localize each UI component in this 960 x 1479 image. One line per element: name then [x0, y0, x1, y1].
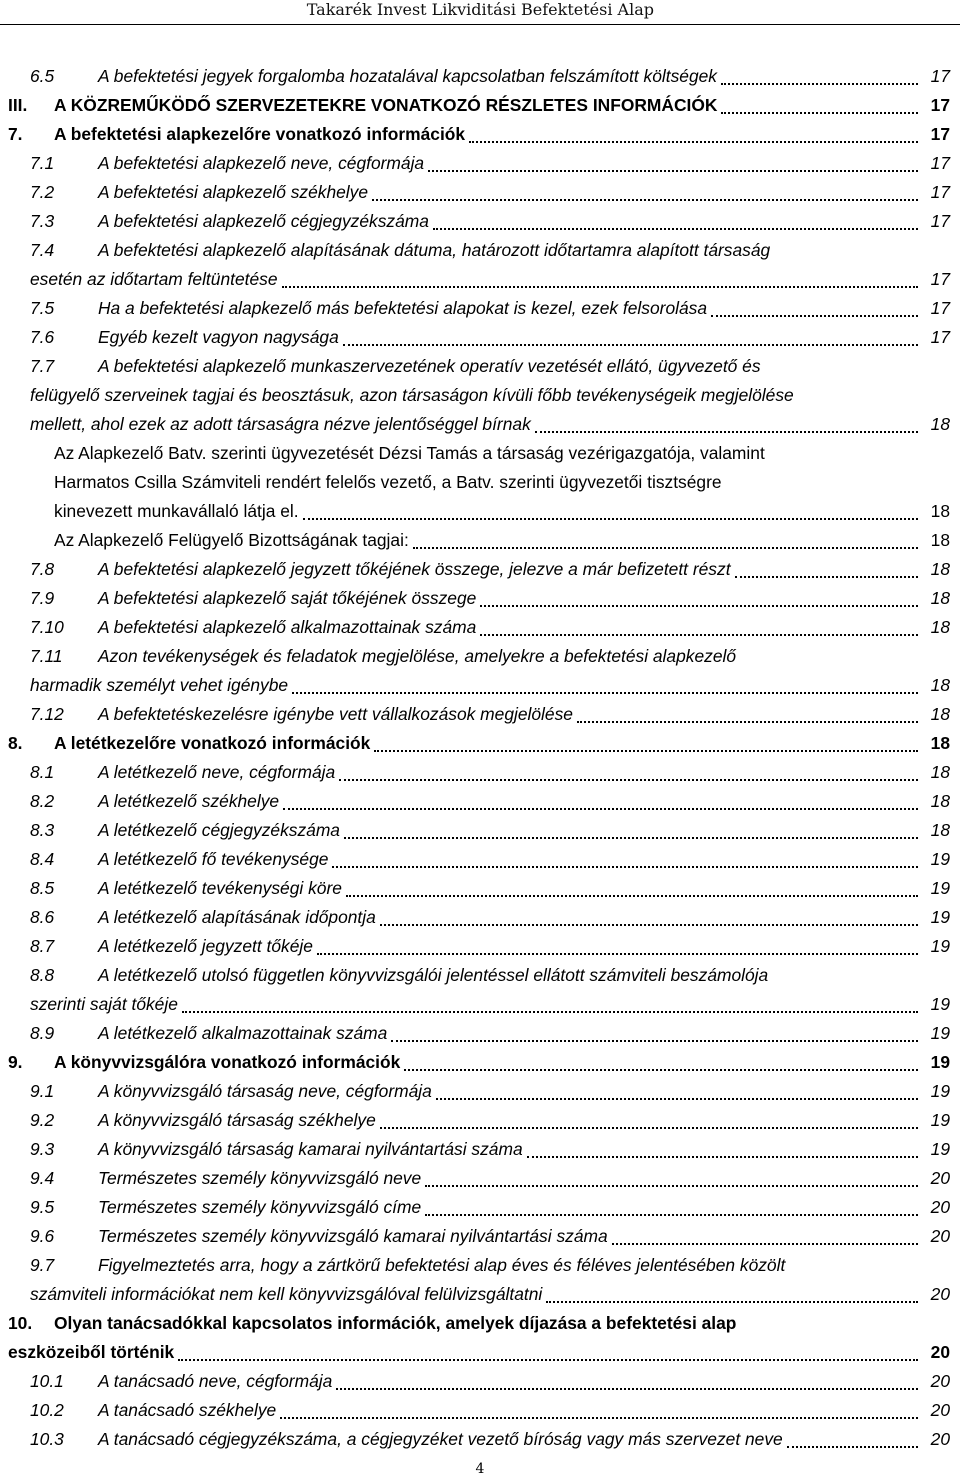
- toc-entry-title: A befektetési alapkezelő jegyzett tőkéjének összege, jelezve a már befizetett részt: [98, 559, 731, 579]
- toc-dot-leader: [182, 1011, 918, 1013]
- toc-entry-number: 7.10: [30, 617, 64, 637]
- toc-dot-leader: [317, 953, 918, 955]
- toc-dot-leader: [577, 721, 918, 723]
- toc-entry[interactable]: [0, 1425, 952, 1454]
- toc-entry-number: 7.: [8, 124, 23, 144]
- page-number: 4: [475, 1461, 485, 1477]
- toc-entry[interactable]: [0, 439, 952, 526]
- toc-page-number: 20: [930, 1400, 950, 1420]
- toc-entry-title: A befektetéskezelésre igénybe vett vállalkozások megjelölése: [98, 704, 573, 724]
- toc-entry-title: A befektetési alapkezelő saját tőkéjének összege: [98, 588, 477, 608]
- toc-entry[interactable]: [0, 1106, 952, 1135]
- toc-entry-number: 8.7: [30, 936, 55, 956]
- toc-page-number: 19: [930, 1081, 950, 1101]
- toc-entry-title: A letétkezelő alkalmazottainak száma: [98, 1023, 388, 1043]
- toc-page-number: 19: [930, 849, 950, 869]
- toc-entry-title: szerinti saját tőkéje: [30, 994, 178, 1014]
- toc-entry-title: A tanácsadó neve, cégformája: [98, 1371, 333, 1391]
- toc-entry-title: A letétkezelő fő tevékenysége: [98, 849, 329, 869]
- toc-entry[interactable]: [0, 1193, 952, 1222]
- toc-dot-leader: [527, 1156, 918, 1158]
- toc-dot-leader: [535, 431, 918, 433]
- toc-entry-number: 7.5: [30, 298, 55, 318]
- toc-dot-leader: [374, 750, 918, 752]
- toc-page-number: 20: [930, 1342, 950, 1362]
- toc-entry-title: A befektetési alapkezelő alkalmazottainak száma: [98, 617, 477, 637]
- toc-entry-title: A letétkezelő utolsó független könyvvizsgálói jelentéssel ellátott számviteli beszámolója: [98, 965, 769, 985]
- toc-dot-leader: [391, 1040, 918, 1042]
- toc-entry-title: A letétkezelő neve, cégformája: [98, 762, 336, 782]
- toc-entry[interactable]: [0, 294, 952, 323]
- toc-entry[interactable]: [0, 1367, 952, 1396]
- toc-entry-number: 8.2: [30, 791, 55, 811]
- toc-dot-leader: [283, 808, 918, 810]
- toc-dot-leader: [428, 170, 918, 172]
- toc-entry-number: III.: [8, 95, 28, 115]
- toc-entry[interactable]: [0, 555, 952, 584]
- toc-page-number: 18: [930, 414, 950, 434]
- toc-entry-title: A befektetési alapkezelőre vonatkozó információk: [54, 124, 466, 144]
- toc-page-number: 17: [930, 211, 950, 231]
- toc-entry[interactable]: [0, 178, 952, 207]
- toc-entry-number: 10.3: [30, 1429, 64, 1449]
- toc-entry-number: 9.5: [30, 1197, 55, 1217]
- toc-entry-title: A KÖZREMŰKÖDŐ SZERVEZETEKRE VONATKOZÓ RÉSZLETES INFORMÁCIÓK: [54, 95, 718, 115]
- toc-page-number: 17: [930, 182, 950, 202]
- toc-entry-number: 9.2: [30, 1110, 55, 1130]
- toc-entry-title: Azon tevékenységek és feladatok megjelölése, amelyekre a befektetési alapkezelő: [98, 646, 737, 666]
- toc-page-number: 19: [930, 1052, 950, 1072]
- toc-page-number: 20: [930, 1284, 950, 1304]
- toc-entry-number: 7.12: [30, 704, 64, 724]
- toc-entry[interactable]: [0, 1077, 952, 1106]
- toc-entry-title: mellett, ahol ezek az adott társaságra nézve jelentőséggel bírnak: [30, 414, 531, 434]
- toc-entry[interactable]: [0, 1164, 952, 1193]
- toc-dot-leader: [721, 112, 918, 114]
- toc-page-number: 18: [930, 588, 950, 608]
- toc-entry-number: 7.2: [30, 182, 55, 202]
- toc-page-number: 18: [930, 820, 950, 840]
- toc-entry-number: 8.9: [30, 1023, 55, 1043]
- toc-entry[interactable]: [0, 1251, 952, 1309]
- toc-entry-title: A könyvvizsgáló társaság kamarai nyilvántartási száma: [98, 1139, 523, 1159]
- toc-entry[interactable]: [0, 207, 952, 236]
- toc-page-number: 18: [930, 617, 950, 637]
- toc-page-number: 19: [930, 1110, 950, 1130]
- toc-entry-number: 7.4: [30, 240, 55, 260]
- toc-entry-number: 8.8: [30, 965, 55, 985]
- toc-page-number: 17: [930, 95, 950, 115]
- toc-page-number: 17: [930, 327, 950, 347]
- toc-entry[interactable]: [0, 1135, 952, 1164]
- toc-entry-title: A befektetési alapkezelő cégjegyzékszáma: [98, 211, 429, 231]
- toc-page-number: 18: [930, 675, 950, 695]
- toc-entry-number: 7.7: [30, 356, 55, 376]
- toc-entry-title: A tanácsadó cégjegyzékszáma, a cégjegyzéket vezető bíróság vagy más szervezet neve: [98, 1429, 783, 1449]
- toc-entry[interactable]: [0, 91, 952, 120]
- toc-dot-leader: [372, 199, 918, 201]
- toc-entry-number: 8.3: [30, 820, 55, 840]
- toc-entry-title: A könyvvizsgáló társaság székhelye: [98, 1110, 376, 1130]
- toc-entry-title: Az Alapkezelő Batv. szerinti ügyvezetését Dézsi Tamás a társaság vezérigazgatója, valamint: [54, 443, 765, 463]
- toc-entry-title: A befektetési alapkezelő alapításának dátuma, határozott időtartamra alapított társaság: [98, 240, 771, 260]
- toc-entry-number: 9.7: [30, 1255, 55, 1275]
- header-rule: [0, 24, 960, 25]
- toc-page-number: 19: [930, 907, 950, 927]
- toc-page-number: 18: [930, 704, 950, 724]
- toc-entry[interactable]: [0, 932, 952, 961]
- toc-page-number: 19: [930, 1023, 950, 1043]
- toc-entry[interactable]: [0, 1019, 952, 1048]
- toc-dot-leader: [346, 895, 918, 897]
- toc-entry-title: számviteli információkat nem kell könyvvizsgálóval felülvizsgáltatni: [30, 1284, 543, 1304]
- toc-entry[interactable]: [0, 1222, 952, 1251]
- toc-page-number: 19: [930, 1139, 950, 1159]
- toc-entry-number: 8.6: [30, 907, 55, 927]
- toc-entry[interactable]: [0, 816, 952, 845]
- toc-dot-leader: [469, 141, 918, 143]
- toc-entry[interactable]: [0, 1396, 952, 1425]
- toc-page-number: 19: [930, 936, 950, 956]
- toc-dot-leader: [546, 1301, 918, 1303]
- toc-entry-title: Az Alapkezelő Felügyelő Bizottságának tagjai:: [54, 530, 409, 550]
- toc-entry-number: 7.1: [30, 153, 55, 173]
- toc-entry[interactable]: [0, 961, 952, 1019]
- toc-entry[interactable]: [0, 613, 952, 642]
- toc-page-number: 20: [930, 1429, 950, 1449]
- toc-entry-number: 10.2: [30, 1400, 64, 1420]
- toc-page-number: 18: [930, 501, 950, 521]
- toc-dot-leader: [292, 692, 918, 694]
- toc-entry-title: Természetes személy könyvvizsgáló kamarai nyilvántartási száma: [98, 1226, 608, 1246]
- toc-dot-leader: [280, 1417, 918, 1419]
- toc-entry-title: A könyvvizsgálóra vonatkozó információk: [54, 1052, 401, 1072]
- toc-page-number: 18: [930, 559, 950, 579]
- toc-entry-title: A befektetési alapkezelő székhelye: [98, 182, 369, 202]
- toc-entry[interactable]: [0, 323, 952, 352]
- toc-entry-number: 7.9: [30, 588, 55, 608]
- toc-dot-leader: [380, 924, 918, 926]
- toc-entry-number: 8.1: [30, 762, 55, 782]
- toc-entry-title: A befektetési jegyek forgalomba hozatalával kapcsolatban felszámított költségek: [98, 66, 718, 86]
- toc-page-number: 17: [930, 124, 950, 144]
- toc-entry-title: esetén az időtartam feltüntetése: [30, 269, 278, 289]
- toc-entry-title: Természetes személy könyvvizsgáló neve: [98, 1168, 422, 1188]
- toc-dot-leader: [480, 605, 918, 607]
- toc-entry-title: A befektetési alapkezelő munkaszervezetének operatív vezetését ellátó, ügyvezető és: [98, 356, 761, 376]
- toc-entry-title: A tanácsadó székhelye: [98, 1400, 277, 1420]
- toc-entry-title: harmadik személyt vehet igénybe: [30, 675, 289, 695]
- toc-entry-title: kinevezett munkavállaló látja el.: [54, 501, 299, 521]
- toc-entry-title: felügyelő szerveinek tagjai és beosztásuk, azon társaságon kívüli főbb tevékenységeik megjelölése: [30, 385, 794, 405]
- toc-entry-number: 8.4: [30, 849, 55, 869]
- toc-dot-leader: [425, 1185, 918, 1187]
- toc-dot-leader: [413, 547, 918, 549]
- toc-entry-number: 10.1: [30, 1371, 64, 1391]
- toc-dot-leader: [339, 779, 918, 781]
- toc-entry-number: 7.6: [30, 327, 55, 347]
- toc-entry[interactable]: [0, 642, 952, 700]
- toc-dot-leader: [303, 518, 918, 520]
- toc-entry-title: Olyan tanácsadókkal kapcsolatos információk, amelyek díjazása a befektetési alap: [54, 1313, 737, 1333]
- toc-entry[interactable]: [0, 149, 952, 178]
- toc-entry[interactable]: [0, 120, 952, 149]
- toc-entry-number: 9.4: [30, 1168, 55, 1188]
- toc-entry[interactable]: [0, 62, 952, 91]
- toc-entry-number: 7.11: [30, 646, 63, 666]
- toc-entry-title: Ha a befektetési alapkezelő más befektetési alapokat is kezel, ezek felsorolása: [98, 298, 708, 318]
- toc-entry[interactable]: [0, 874, 952, 903]
- toc-page-number: 20: [930, 1168, 950, 1188]
- toc-entry[interactable]: [0, 584, 952, 613]
- toc-entry-number: 9.: [8, 1052, 23, 1072]
- toc-page-number: 18: [930, 762, 950, 782]
- toc-dot-leader: [344, 837, 918, 839]
- toc-dot-leader: [721, 83, 918, 85]
- toc-dot-leader: [282, 286, 918, 288]
- toc-page-number: 18: [930, 733, 950, 753]
- toc-entry[interactable]: [0, 903, 952, 932]
- toc-entry-title: A letétkezelő tevékenységi köre: [98, 878, 342, 898]
- toc-page-number: 18: [930, 791, 950, 811]
- toc-dot-leader: [612, 1243, 918, 1245]
- toc-page-number: 17: [930, 153, 950, 173]
- toc-entry-number: 6.5: [30, 66, 55, 86]
- toc-page-number: 17: [930, 66, 950, 86]
- toc-dot-leader: [433, 228, 918, 230]
- toc-entry[interactable]: [0, 1048, 952, 1077]
- toc-page-number: 20: [930, 1371, 950, 1391]
- toc-dot-leader: [178, 1359, 918, 1361]
- toc-entry-number: 7.3: [30, 211, 55, 231]
- toc-page-number: 17: [930, 269, 950, 289]
- toc-dot-leader: [735, 576, 918, 578]
- toc-entry[interactable]: [0, 700, 952, 729]
- toc-dot-leader: [336, 1388, 918, 1390]
- toc-page-number: 20: [930, 1197, 950, 1217]
- toc-entry-number: 10.: [8, 1313, 33, 1333]
- toc-entry-number: 9.1: [30, 1081, 55, 1101]
- toc-entry-title: A letétkezelő alapításának időpontja: [98, 907, 376, 927]
- toc-entry[interactable]: [0, 845, 952, 874]
- toc-page-number: 19: [930, 878, 950, 898]
- toc-dot-leader: [380, 1127, 918, 1129]
- toc-entry-title: eszközeiből történik: [8, 1342, 175, 1362]
- toc-entry[interactable]: [0, 236, 952, 294]
- toc-entry-title: Egyéb kezelt vagyon nagysága: [98, 327, 339, 347]
- toc-page-number: 19: [930, 994, 950, 1014]
- toc-entry[interactable]: [0, 352, 952, 439]
- toc-entry-number: 8.: [8, 733, 23, 753]
- toc-entry[interactable]: [0, 758, 952, 787]
- toc-entry[interactable]: [0, 526, 952, 555]
- toc-dot-leader: [787, 1446, 918, 1448]
- toc-dot-leader: [480, 634, 918, 636]
- toc-entry-number: 7.8: [30, 559, 55, 579]
- toc-dot-leader: [332, 866, 918, 868]
- table-of-contents: [0, 62, 952, 1454]
- toc-entry-number: 8.5: [30, 878, 55, 898]
- toc-page-number: 20: [930, 1226, 950, 1246]
- running-header: Takarék Invest Likviditási Befektetési Alap: [306, 0, 654, 19]
- toc-entry[interactable]: [0, 1309, 952, 1367]
- toc-entry-title: A befektetési alapkezelő neve, cégformája: [98, 153, 425, 173]
- toc-dot-leader: [711, 315, 918, 317]
- toc-entry-title: Figyelmeztetés arra, hogy a zártkörű befektetési alap éves és féléves jelentésében közölt: [98, 1255, 786, 1275]
- toc-page-number: 17: [930, 298, 950, 318]
- toc-entry-title: A letétkezelő cégjegyzékszáma: [98, 820, 340, 840]
- toc-entry-title: A letétkezelő jegyzett tőkéje: [98, 936, 313, 956]
- toc-entry-title: A letétkezelőre vonatkozó információk: [54, 733, 371, 753]
- toc-dot-leader: [425, 1214, 918, 1216]
- toc-dot-leader: [343, 344, 918, 346]
- toc-entry-title: A letétkezelő székhelye: [98, 791, 280, 811]
- toc-entry-number: 9.6: [30, 1226, 55, 1246]
- toc-entry-title: Természetes személy könyvvizsgáló címe: [98, 1197, 422, 1217]
- toc-entry[interactable]: [0, 729, 952, 758]
- toc-dot-leader: [404, 1069, 918, 1071]
- toc-entry[interactable]: [0, 787, 952, 816]
- toc-page-number: 18: [930, 530, 950, 550]
- toc-dot-leader: [436, 1098, 918, 1100]
- toc-entry-title: Harmatos Csilla Számviteli rendért felelős vezető, a Batv. szerinti ügyvezetői tisztségre: [54, 472, 722, 492]
- toc-entry-title: A könyvvizsgáló társaság neve, cégformája: [98, 1081, 432, 1101]
- toc-entry-number: 9.3: [30, 1139, 55, 1159]
